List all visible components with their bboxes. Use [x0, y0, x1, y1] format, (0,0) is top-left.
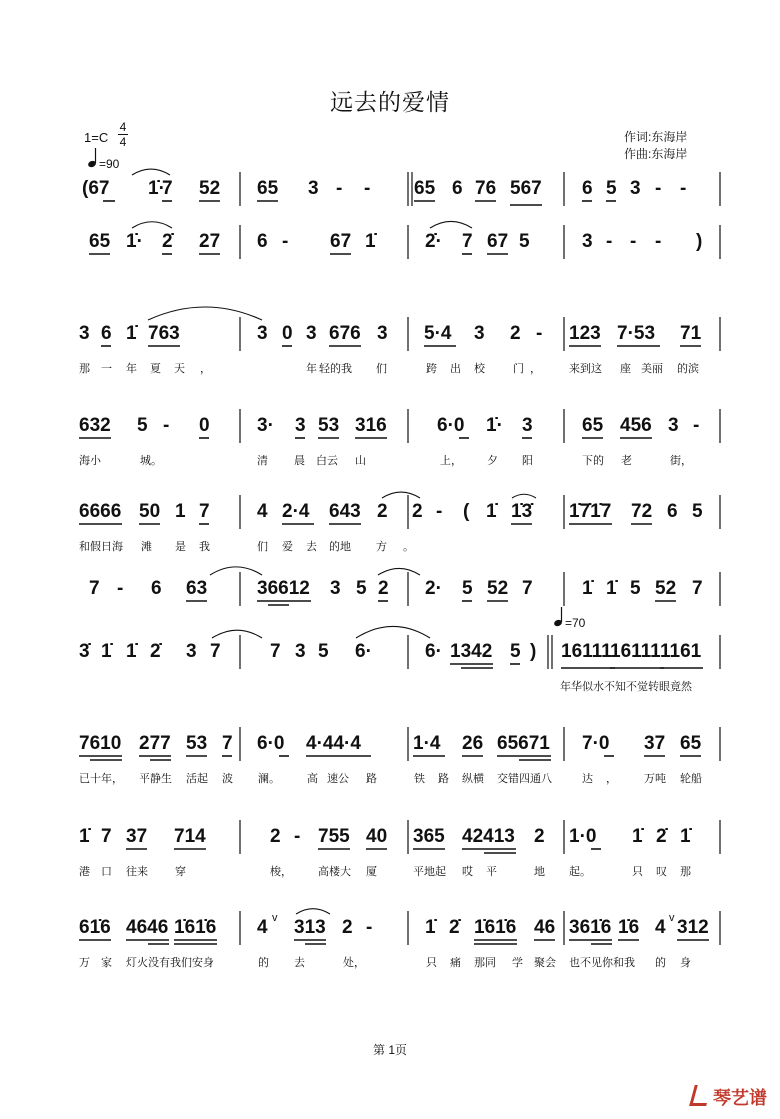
- note-group: 65: [582, 415, 604, 436]
- lyric-text: 是: [175, 541, 186, 553]
- note-group: 4: [257, 501, 268, 522]
- note-group: -: [282, 231, 289, 252]
- note-group: 755: [318, 826, 350, 847]
- note-group: 3: [295, 415, 306, 436]
- lyric-text: 梭，: [270, 866, 292, 878]
- note-group: 53: [186, 733, 208, 754]
- tie-slur: [430, 221, 472, 228]
- lyric-text: 阳: [522, 455, 533, 467]
- tie-slur: [212, 630, 262, 638]
- note-group: 316: [355, 415, 387, 436]
- note-group: 16111: [610, 641, 661, 662]
- note-group: 0: [282, 323, 293, 344]
- note-group: 1̇: [582, 578, 593, 599]
- note-group: -: [336, 178, 343, 199]
- note-group: 5: [462, 578, 473, 599]
- lyric-text: 那同: [474, 957, 496, 969]
- note-group: 52: [487, 578, 509, 599]
- tempo-change-mark: =70: [565, 616, 586, 630]
- note-group: -: [364, 178, 371, 199]
- note-group: -: [366, 917, 373, 938]
- page-number: 第 1页: [372, 1043, 407, 1057]
- note-group: 37: [644, 733, 666, 754]
- note-group: 52: [655, 578, 677, 599]
- song-title: 远去的爱情: [330, 89, 450, 115]
- note-group: 3: [308, 178, 319, 199]
- lyric-text: 家: [101, 957, 112, 969]
- lyric-text: ，: [200, 363, 211, 375]
- lyric-text: 上，: [440, 455, 462, 467]
- note-group: 2: [270, 826, 281, 847]
- lyric-text: 爱: [282, 541, 293, 553]
- note-group: 2̇·: [425, 231, 442, 252]
- note-group: 1̇: [126, 323, 137, 344]
- breath-mark: v: [272, 912, 278, 924]
- lyric-text: 起。: [569, 866, 591, 878]
- time-signature-bottom: 4: [119, 135, 127, 149]
- lyric-text: 痛: [450, 957, 461, 969]
- note-group: 6·: [355, 641, 372, 662]
- lyric-text: 校: [474, 363, 485, 375]
- lyric-text: 学: [512, 957, 523, 969]
- note-group: -: [630, 231, 637, 252]
- note-group: 7610: [79, 733, 122, 754]
- note-group: 3: [668, 415, 679, 436]
- note-group: 2̇: [162, 231, 173, 252]
- lyric-text: 的: [258, 957, 269, 969]
- key-signature: 1=C: [84, 130, 109, 145]
- note-group: 1̇·: [486, 415, 503, 436]
- lyric-text: 也不见你和我: [569, 957, 635, 969]
- note-group: 7·0: [582, 733, 610, 754]
- lyric-text: 路: [366, 773, 377, 785]
- note-group: 63: [186, 578, 208, 599]
- lyric-text: 已十年，: [79, 773, 123, 785]
- note-group: -: [436, 501, 443, 522]
- watermark-logo: [692, 1084, 767, 1110]
- note-group: 1̇: [101, 641, 112, 662]
- note-group: 5: [137, 415, 148, 436]
- note-group: 1̇61̇6: [174, 917, 217, 938]
- note-group: 6666: [79, 501, 122, 522]
- note-group: 2: [378, 578, 389, 599]
- note-group: 3: [630, 178, 641, 199]
- note-group: 7: [270, 641, 281, 662]
- note-group: 1·0: [569, 826, 597, 847]
- note-group: 67: [330, 231, 352, 252]
- tie-slur: [512, 494, 536, 498]
- tie-slur: [132, 222, 172, 228]
- note-group: 16111: [561, 641, 612, 662]
- note-group: 5: [519, 231, 530, 252]
- lyric-text: 清: [257, 455, 268, 467]
- lyric-text: 穿: [175, 866, 186, 878]
- lyric-text: 波: [222, 773, 233, 785]
- note-group: 1̇7̇1̇7: [569, 501, 612, 522]
- note-group: (: [463, 501, 470, 522]
- lyric-text: 山: [355, 455, 366, 467]
- lyric-text: 的地: [329, 541, 351, 553]
- lyric-text: 一: [101, 363, 112, 375]
- note-group: 7: [199, 501, 210, 522]
- note-group: 676: [329, 323, 361, 344]
- note-group: 2: [510, 323, 521, 344]
- note-group: 7·53: [617, 323, 656, 344]
- note-group: 3̇: [79, 641, 90, 662]
- note-group: 2: [377, 501, 388, 522]
- lyric-text: 万吨: [644, 773, 666, 785]
- note-group: -: [693, 415, 700, 436]
- note-group: 1̇: [632, 826, 643, 847]
- note-group: 1̇6: [618, 917, 640, 938]
- lyric-text: ，: [606, 773, 617, 785]
- note-group: 5: [692, 501, 703, 522]
- lyric-text: 达: [582, 773, 593, 785]
- note-group: (67: [82, 178, 110, 199]
- lyric-text: 们: [376, 363, 387, 375]
- lyric-text: 。: [403, 541, 414, 553]
- note-group: -: [655, 231, 662, 252]
- note-group: 1̇: [79, 826, 90, 847]
- note-group: 65: [680, 733, 702, 754]
- note-group: 5: [630, 578, 641, 599]
- note-group: 6: [452, 178, 463, 199]
- note-group: 52: [199, 178, 221, 199]
- lyric-text: 城。: [140, 455, 162, 467]
- note-group: 3: [257, 323, 268, 344]
- note-group: 714: [174, 826, 206, 847]
- lyric-text: 高楼大: [318, 866, 351, 878]
- lyric-text: 灯火没有我们安身: [126, 957, 214, 969]
- note-group: 6·: [425, 641, 442, 662]
- note-group: 1̇: [486, 501, 497, 522]
- lyric-text: 聚会: [534, 957, 556, 969]
- note-group: 5: [356, 578, 367, 599]
- lyric-text: 门: [513, 363, 524, 375]
- lyric-text: 叹: [656, 866, 667, 878]
- tie-slur: [132, 169, 170, 175]
- lyric-text: 年华似水不知不觉转眼竟然: [560, 681, 692, 693]
- note-group: 365: [413, 826, 445, 847]
- lyric-text: 白云: [316, 455, 338, 467]
- lyric-text: 处，: [343, 957, 365, 969]
- note-group: 277: [139, 733, 171, 754]
- time-signature-top: 4: [119, 120, 127, 134]
- note-group: 3: [377, 323, 388, 344]
- lyric-text: 厦: [366, 866, 377, 878]
- lyric-text: 地: [534, 866, 545, 878]
- lyric-text: 往来: [126, 866, 148, 878]
- lyric-text: 晨: [294, 455, 305, 467]
- note-group: 6: [582, 178, 593, 199]
- note-group: 3: [79, 323, 90, 344]
- note-group: -: [536, 323, 543, 344]
- lyric-text: 路: [438, 773, 449, 785]
- lyric-text: 年: [306, 363, 317, 375]
- note-group: 53: [318, 415, 340, 436]
- lyric-text: 平地起: [413, 866, 446, 878]
- note-group: 1̇61̇6: [474, 917, 517, 938]
- lyric-text: 们: [257, 541, 268, 553]
- lyric-text: 滩: [141, 541, 152, 553]
- lyric-text: 只: [426, 957, 437, 969]
- note-group: 6: [667, 501, 678, 522]
- note-group: 123: [569, 323, 601, 344]
- note-group: 4: [655, 917, 666, 938]
- note-group: 1̇: [680, 826, 691, 847]
- note-group: 6·0: [437, 415, 465, 436]
- note-group: 36612: [257, 578, 310, 599]
- lyric-text: 那: [680, 866, 691, 878]
- lyric-text: 去: [306, 541, 317, 553]
- note-group: 3·: [257, 415, 274, 436]
- note-group: 567: [510, 178, 542, 199]
- tie-slur: [356, 626, 430, 638]
- lyric-text: 座: [620, 363, 631, 375]
- note-group: 3: [474, 323, 485, 344]
- note-group: 3: [582, 231, 593, 252]
- note-group: 7: [89, 578, 100, 599]
- lyric-text: 轮船: [680, 773, 702, 785]
- tie-slur: [210, 567, 262, 575]
- lyric-text: 哎: [462, 866, 473, 878]
- note-group: 7: [210, 641, 221, 662]
- note-group: 2: [534, 826, 545, 847]
- note-group: 1: [175, 501, 186, 522]
- lyric-text: 我: [199, 541, 210, 553]
- lyric-text: 海小: [79, 455, 101, 467]
- note-group: 763: [148, 323, 180, 344]
- note-group: 1̇: [606, 578, 617, 599]
- note-group: 2: [342, 917, 353, 938]
- note-group: 1̇: [365, 231, 376, 252]
- composer-credit: 作曲:东海岸: [624, 147, 688, 161]
- note-group: 6: [101, 323, 112, 344]
- note-group: 50: [139, 501, 161, 522]
- tie-slur: [296, 909, 330, 914]
- lyric-text: 夏: [150, 363, 161, 375]
- lyric-text: 身: [680, 957, 691, 969]
- lyric-text: 出: [450, 363, 461, 375]
- note-group: 312: [677, 917, 709, 938]
- note-group: 2·4: [282, 501, 310, 522]
- note-group: 2̇: [656, 826, 667, 847]
- lyric-text: 轻的我: [319, 363, 352, 375]
- note-group: 2̇: [150, 641, 161, 662]
- lyric-text: 街，: [670, 455, 692, 467]
- logo-icon: [689, 1085, 712, 1106]
- tie-slur: [378, 568, 420, 575]
- note-group: 65: [414, 178, 436, 199]
- note-group: 46: [534, 917, 556, 938]
- note-group: 7: [692, 578, 703, 599]
- note-group: 1̇: [126, 641, 137, 662]
- note-group: -: [163, 415, 170, 436]
- note-group: 26: [462, 733, 484, 754]
- note-group: 72: [631, 501, 653, 522]
- note-group: -: [294, 826, 301, 847]
- note-group: 65671: [497, 733, 550, 754]
- note-group: 7: [462, 231, 473, 252]
- lyric-text: 澜。: [258, 773, 280, 785]
- lyric-text: 平静生: [139, 773, 172, 785]
- lyric-text: 老: [621, 455, 632, 467]
- note-group: 65: [257, 178, 279, 199]
- note-group: 2·: [425, 578, 442, 599]
- note-group: -: [680, 178, 687, 199]
- lyric-text: 夕: [487, 455, 498, 467]
- note-group: ): [696, 231, 703, 252]
- note-group: 361̇6: [569, 917, 612, 938]
- lyric-text: 的: [655, 957, 666, 969]
- note-group: 3: [330, 578, 341, 599]
- note-group: 313: [294, 917, 326, 938]
- note-group: 6: [257, 231, 268, 252]
- note-group: -: [655, 178, 662, 199]
- note-group: 6·0: [257, 733, 285, 754]
- note-group: 1161: [660, 641, 702, 662]
- note-group: 3: [295, 641, 306, 662]
- note-group: 42413: [462, 826, 515, 847]
- note-group: 3: [186, 641, 197, 662]
- note-group: -: [606, 231, 613, 252]
- note-group: 7: [101, 826, 112, 847]
- lyric-text: 下的: [582, 455, 604, 467]
- note-group: 61̇6: [79, 917, 111, 938]
- note-group: 643: [329, 501, 361, 522]
- lyric-text: 只: [632, 866, 643, 878]
- lyric-text: 高: [307, 773, 318, 785]
- note-group: 4: [257, 917, 268, 938]
- watermark-text: 琴艺谱: [713, 1088, 767, 1109]
- lyric-text: 纵横: [462, 773, 484, 785]
- note-group: 2̇: [449, 917, 460, 938]
- tie-slur: [148, 307, 262, 320]
- lyric-text: 平: [486, 866, 497, 878]
- note-group: 2: [412, 501, 423, 522]
- lyric-text: 去: [294, 957, 305, 969]
- note-group: 7: [522, 578, 533, 599]
- lyric-text: 速公: [327, 773, 349, 785]
- tempo-mark: =90: [99, 157, 120, 171]
- note-group: 5: [510, 641, 521, 662]
- note-group: 1̇: [425, 917, 436, 938]
- lyric-text: 的滨: [677, 363, 699, 375]
- lyric-text: 那: [79, 363, 90, 375]
- note-group: 7: [162, 178, 173, 199]
- note-group: 3: [306, 323, 317, 344]
- lyric-text: 万: [79, 957, 90, 969]
- lyric-text: 天: [174, 363, 185, 375]
- note-group: 5: [318, 641, 329, 662]
- note-group: 5·4: [424, 323, 452, 344]
- lyric-text: 港: [79, 866, 90, 878]
- note-group: 4·44·4: [306, 733, 361, 754]
- note-group: 1̇·: [126, 231, 143, 252]
- time-signature: [117, 120, 129, 149]
- lyric-text: 年: [126, 363, 137, 375]
- note-group: 1·4: [413, 733, 441, 754]
- note-group: 67: [487, 231, 509, 252]
- lyric-text: 铁: [414, 773, 425, 785]
- note-group: 40: [366, 826, 388, 847]
- tie-slur: [382, 492, 420, 498]
- note-group: 0: [199, 415, 210, 436]
- lyric-text: ，: [530, 363, 541, 375]
- lyric-text: 美丽: [641, 363, 663, 375]
- lyric-text: 来到这: [569, 363, 602, 375]
- lyric-text: 口: [101, 866, 112, 878]
- note-group: 27: [199, 231, 221, 252]
- breath-mark: v: [669, 912, 675, 924]
- note-group: 3: [522, 415, 533, 436]
- lyric-text: 方: [376, 541, 387, 553]
- note-group: 7: [222, 733, 233, 754]
- note-group: 65: [89, 231, 111, 252]
- note-group: 5: [606, 178, 617, 199]
- note-group: 6: [151, 578, 162, 599]
- note-group: -: [117, 578, 124, 599]
- note-group: 456: [620, 415, 652, 436]
- note-group: 37: [126, 826, 148, 847]
- lyric-text: 和假日海: [79, 541, 123, 553]
- lyric-text: 交错四通八: [497, 773, 552, 785]
- note-group: 76: [475, 178, 497, 199]
- lyric-text: 活起: [186, 773, 208, 785]
- note-group: 1̇3̇: [511, 501, 533, 522]
- note-group: 4646: [126, 917, 169, 938]
- lyric-text: 跨: [426, 363, 437, 375]
- note-group: ): [530, 641, 537, 662]
- note-group: 632: [79, 415, 111, 436]
- note-group: 71: [680, 323, 702, 344]
- note-group: 1342: [450, 641, 493, 662]
- note-group: 1̇·: [148, 178, 165, 199]
- lyricist-credit: 作词:东海岸: [624, 130, 688, 144]
